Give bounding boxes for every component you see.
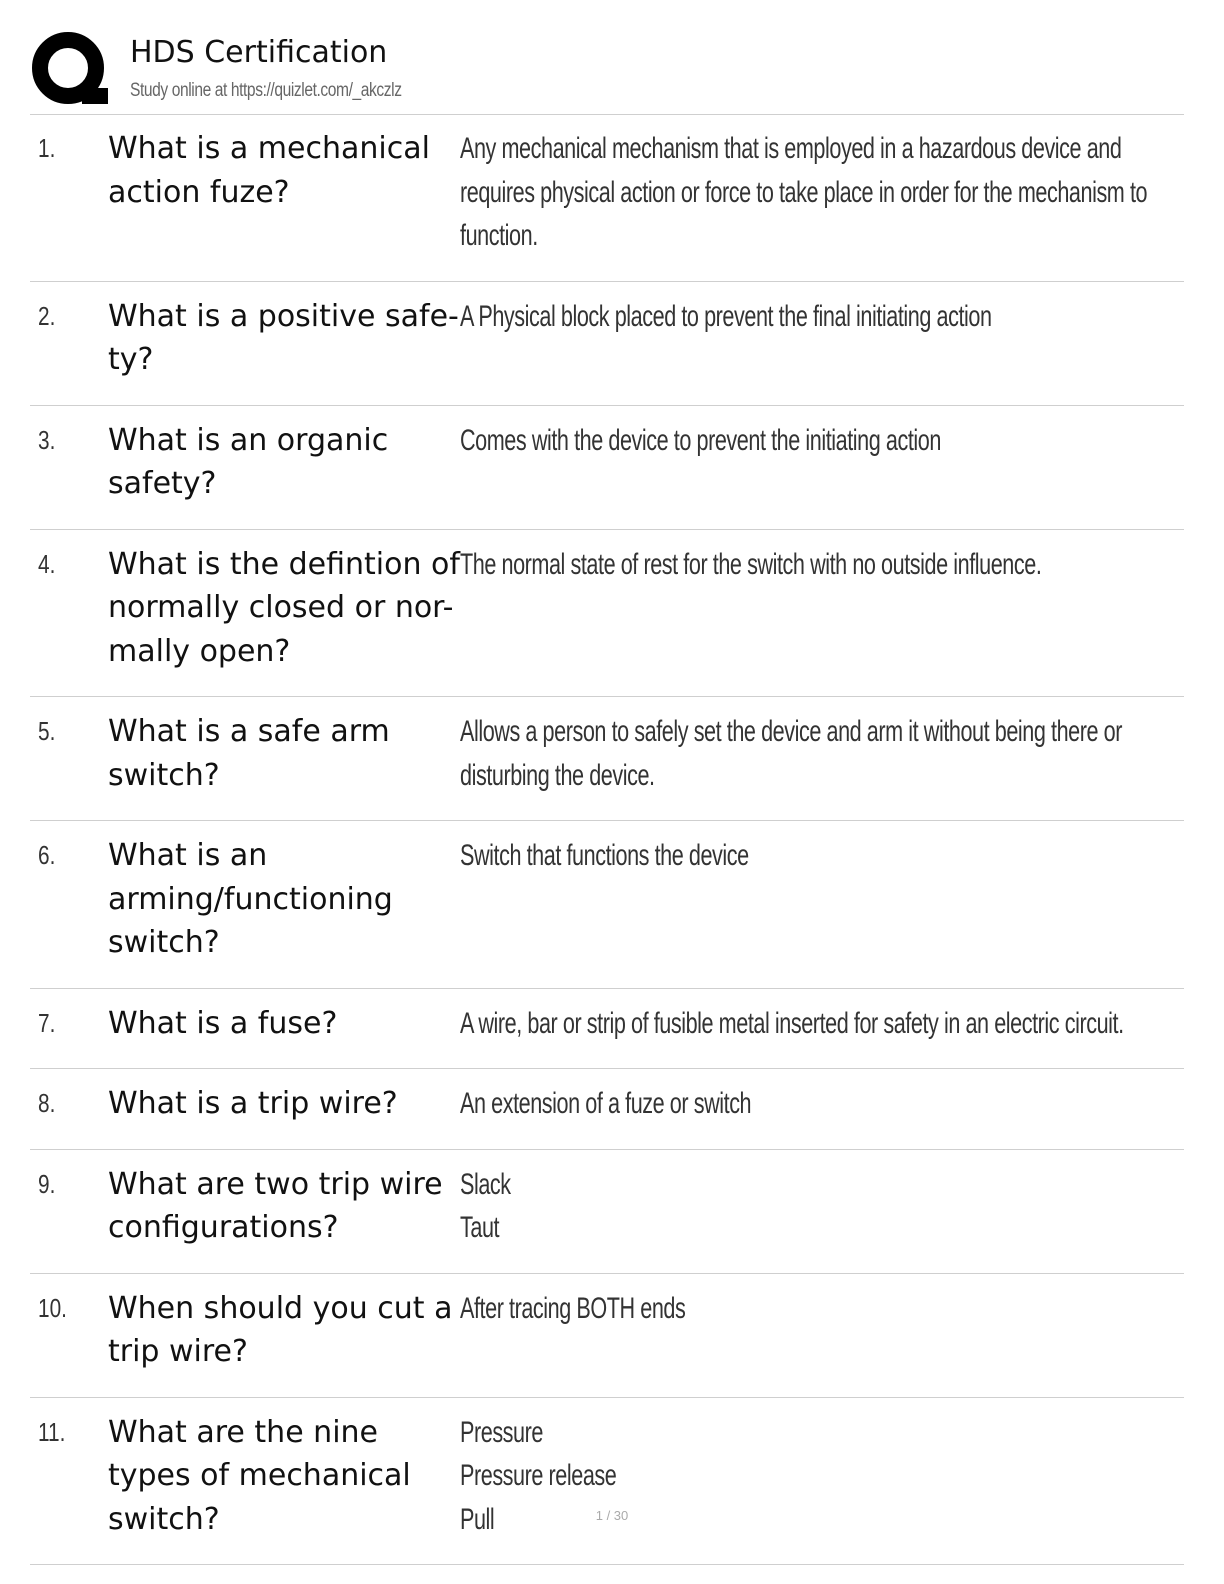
study-online-link[interactable]: Study online at https://quizlet.com/_akczlz xyxy=(130,80,402,101)
card-number: 10. xyxy=(38,1292,67,1323)
card-answer xyxy=(460,295,1184,382)
page-number: 1 / 30 xyxy=(595,1508,629,1523)
card-question: What is an arming/functioning switch? xyxy=(108,838,393,960)
page-title: HDS Certification xyxy=(130,35,388,70)
card-question: What is the defintion of normally closed or nor- mally open? xyxy=(108,546,460,669)
card-question: What is an organic safety? xyxy=(108,422,389,501)
card-question: What are two trip wire configurations? xyxy=(108,1166,443,1245)
answer-line: Taut xyxy=(460,1211,500,1244)
flashcard-row xyxy=(30,1150,1184,1274)
answer-line: Allows a person to safely set the device and arm it without being there or disturbing the device. xyxy=(460,715,1128,792)
answer-line: Switch that functions the device xyxy=(460,839,749,872)
card-number: 3. xyxy=(38,424,56,455)
card-question: What is a trip wire? xyxy=(108,1086,398,1121)
card-number: 6. xyxy=(38,840,56,870)
card-question: What is a positive safe- ty? xyxy=(108,298,459,377)
card-answer xyxy=(460,1002,1184,1046)
answer-line: Slack xyxy=(460,1167,511,1201)
answer-line: The normal state of rest for the switch with no outside influence. xyxy=(460,547,1042,581)
card-answer xyxy=(460,127,1184,258)
answer-line: Comes with the device to prevent the initiating action xyxy=(460,423,941,457)
card-question: What is a safe arm switch? xyxy=(108,714,390,793)
card-question: When should you cut a trip wire? xyxy=(108,1290,453,1369)
card-number: 1. xyxy=(38,133,56,163)
answer-line: After tracing BOTH ends xyxy=(460,1291,686,1325)
flashcard-row xyxy=(30,821,1184,989)
quizlet-logo-icon xyxy=(30,30,110,110)
card-answer xyxy=(460,543,1184,674)
flashcard-row xyxy=(30,1398,1184,1566)
card-number: 7. xyxy=(38,1007,56,1038)
card-question: What is a fuse? xyxy=(108,1005,338,1041)
flashcard-row xyxy=(30,1069,1184,1150)
flashcard-row xyxy=(30,282,1184,406)
card-answer xyxy=(460,1163,1184,1250)
answer-line: Any mechanical mechanism that is employed in a hazardous device and requires physical action or force to take place in order for the mechanism to function. xyxy=(460,132,1153,252)
card-number: 11. xyxy=(38,1416,66,1447)
answer-line: A Physical block placed to prevent the final initiating action xyxy=(460,299,992,333)
card-number: 5. xyxy=(38,716,56,746)
card-number: 9. xyxy=(38,1168,56,1199)
answer-line: Pressure release xyxy=(460,1459,617,1492)
flashcard-row xyxy=(30,697,1184,821)
answer-line: Pressure xyxy=(460,1415,543,1449)
page-header xyxy=(30,28,1184,115)
answer-line: An extension of a fuze or switch xyxy=(460,1087,752,1120)
card-number: 4. xyxy=(38,548,56,579)
card-number: 2. xyxy=(38,300,56,331)
card-answer xyxy=(460,419,1184,506)
answer-line: Pull xyxy=(460,1502,495,1536)
answer-line: A wire, bar or strip of fusible metal inserted for safety in an electric circuit. xyxy=(460,1006,1124,1040)
flashcard-row xyxy=(30,114,1184,282)
flashcard-list xyxy=(30,114,1184,1565)
flashcard-row xyxy=(30,406,1184,530)
card-answer xyxy=(460,1287,1184,1374)
card-answer xyxy=(460,834,1184,965)
card-question: What is a mechanical action fuze? xyxy=(108,131,430,210)
flashcard-row xyxy=(30,530,1184,698)
flashcard-row xyxy=(30,989,1184,1070)
flashcard-row xyxy=(30,1274,1184,1398)
card-answer xyxy=(460,710,1184,797)
card-number: 8. xyxy=(38,1088,56,1118)
card-question: What are the nine types of mechanical switch? xyxy=(108,1414,411,1537)
card-answer xyxy=(460,1082,1184,1126)
